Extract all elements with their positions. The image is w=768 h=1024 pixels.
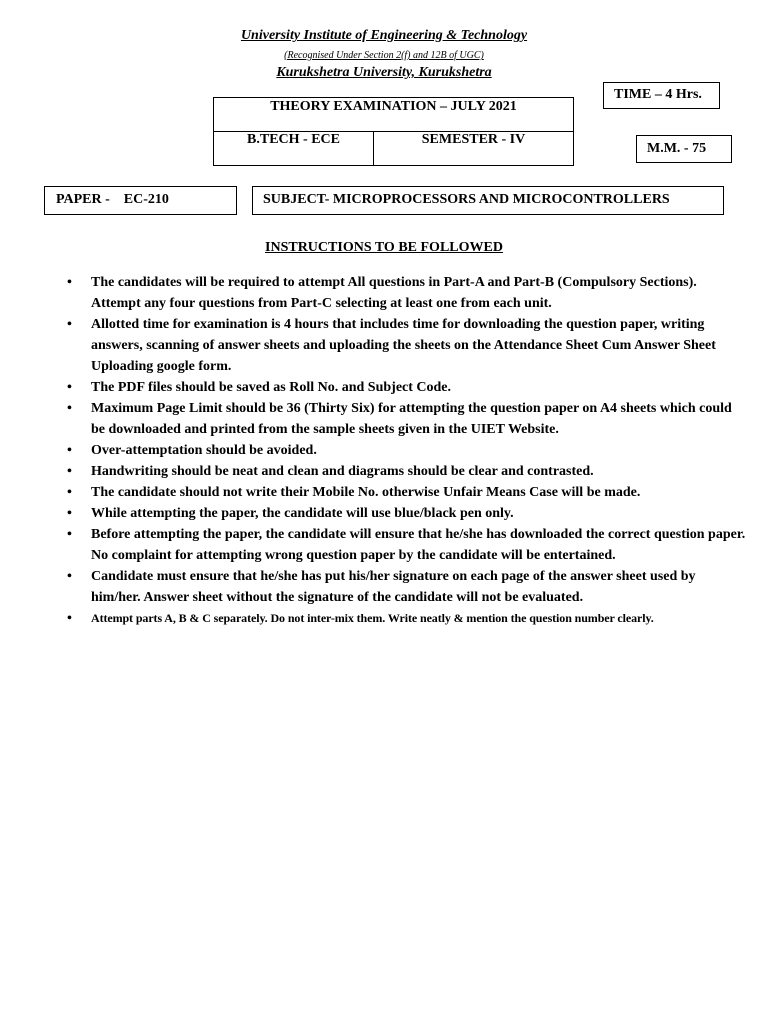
list-item: • Attempt parts A, B & C separately. Do not inter-mix them. Write neatly & mention the question number clearly. (67, 608, 747, 629)
exam-branch: B.TECH - ECE (214, 132, 374, 165)
exam-info-table (213, 97, 574, 166)
list-item: • While attempting the paper, the candidate will use blue/black pen only. (67, 503, 747, 524)
instructions-list (67, 272, 747, 629)
university-name: Kurukshetra University, Kurukshetra (276, 65, 492, 80)
list-item: • Before attempting the paper, the candidate will ensure that he/she has downloaded the correct question paper. No complaint for attempting wrong question paper by the candidate will be entertained. (67, 524, 747, 566)
exam-semester: SEMESTER - IV (421, 132, 526, 147)
recognition-note: (Recognised Under Section 2(f) and 12B of UGC) (284, 50, 484, 61)
paper-code-box: PAPER - EC-210 (44, 186, 237, 215)
list-item: • The candidates will be required to attempt All questions in Part-A and Part-B (Compulsory Sections). Attempt any four questions from Part-C selecting at least one from each unit. (67, 272, 747, 314)
instructions-heading: INSTRUCTIONS TO BE FOLLOWED (265, 240, 503, 255)
list-item: • Handwriting should be neat and clean and diagrams should be clear and contrasted. (67, 461, 747, 482)
list-item: • The candidate should not write their Mobile No. otherwise Unfair Means Case will be made. (67, 482, 747, 503)
list-item: • Allotted time for examination is 4 hours that includes time for downloading the question paper, writing answers, scanning of answer sheets and uploading the sheets on the Attendance Sheet Cum Answer Sheet Uploading google form. (67, 314, 747, 377)
institute-name: University Institute of Engineering & Technology (240, 28, 528, 43)
subject-box: SUBJECT- MICROPROCESSORS AND MICROCONTROLLERS (252, 186, 724, 215)
list-item: • Maximum Page Limit should be 36 (Thirty Six) for attempting the question paper on A4 sheets which could be downloaded and printed from the sample sheets given in the UIET Website. (67, 398, 747, 440)
time-box: TIME – 4 Hrs. (603, 82, 720, 109)
max-marks-box: M.M. - 75 (636, 135, 732, 163)
list-item: • The PDF files should be saved as Roll No. and Subject Code. (67, 377, 747, 398)
list-item: • Over-attemptation should be avoided. (67, 440, 747, 461)
list-item: • Candidate must ensure that he/she has put his/her signature on each page of the answer sheet used by him/her. Answer sheet without the signature of the candidate will not be evaluated. (67, 566, 747, 608)
exam-title: THEORY EXAMINATION – JULY 2021 (214, 98, 573, 132)
